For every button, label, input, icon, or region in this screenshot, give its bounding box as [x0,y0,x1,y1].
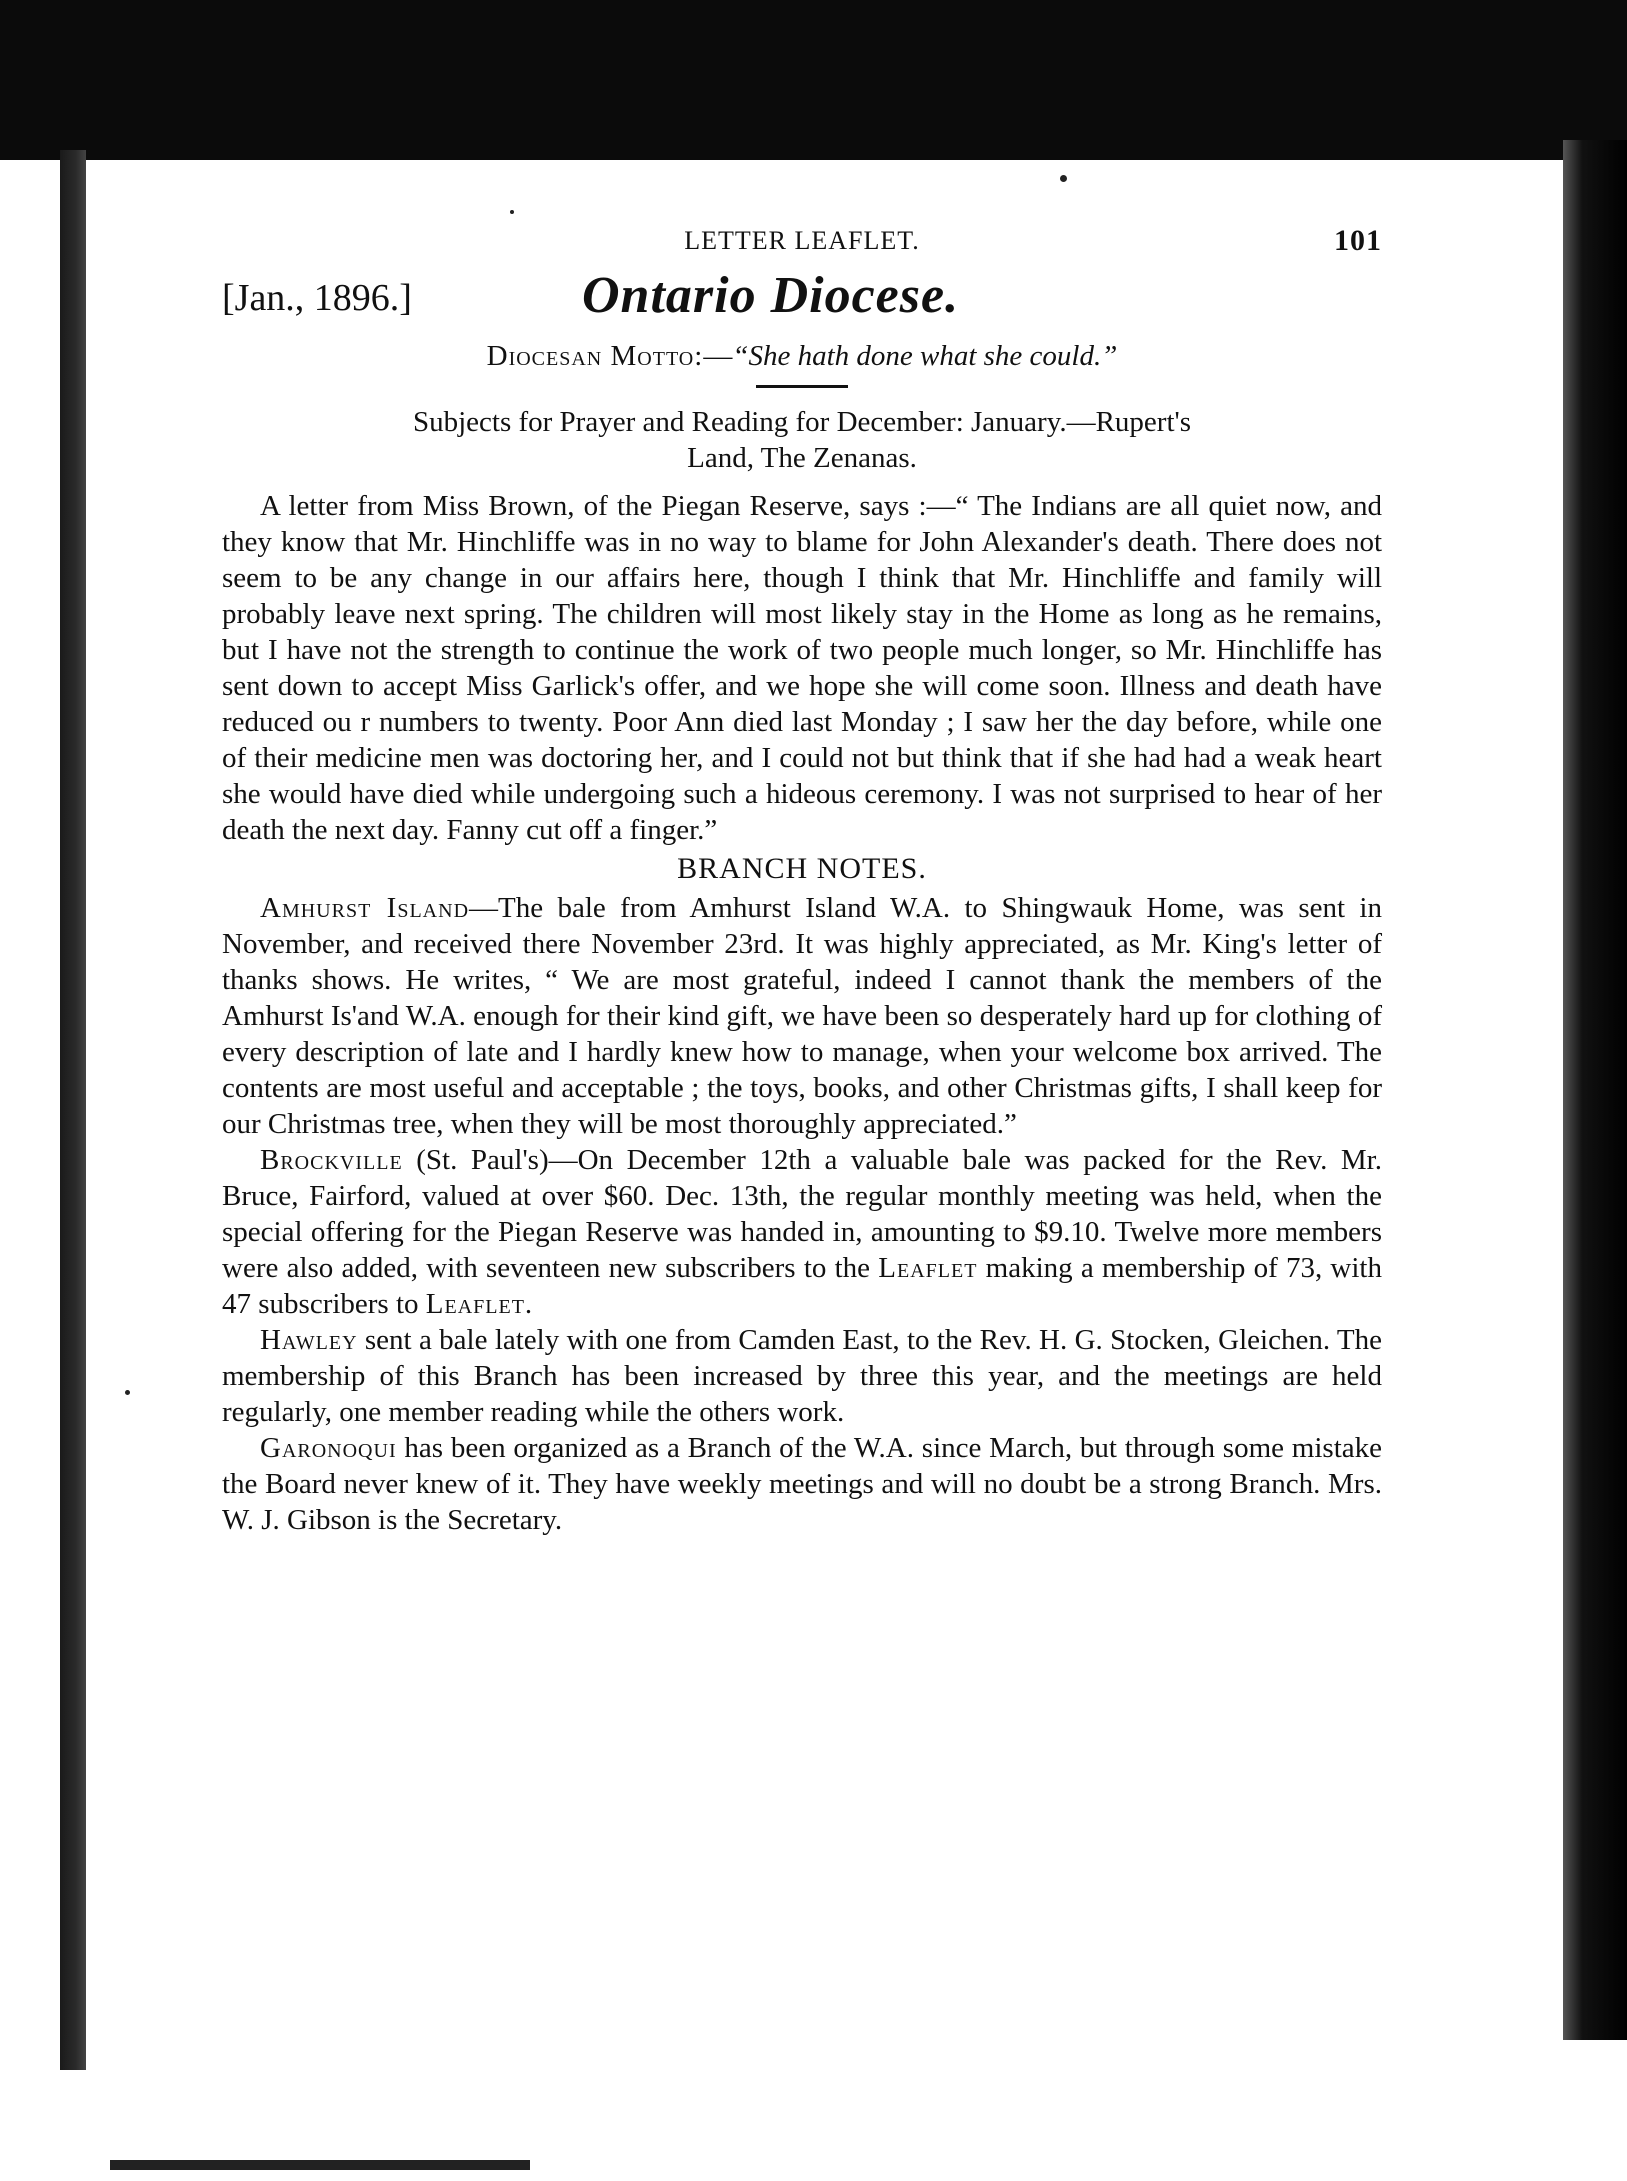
page-number: 101 [1334,224,1382,257]
branch-note-text: (St. Paul's)—On December 12th a valuable bale was packed for the Rev. Mr. Bruce, Fairford, valued at over $60. Dec. 13th, the regular monthly meeting was held, when the special offering for the Piegan Reserve was handed in, amounting to $9.10. Twelve more members were also added, with seventeen new subscribers to the [222,1144,1382,1284]
branch-note-text: has been organized as a Branch of the W.A. since March, but through some mistake the Board never knew of it. They have weekly meetings and will no doubt be a strong Branch. Mrs. W. J. Gibson is the Secretary. [222,1432,1382,1536]
running-head [222,220,1382,260]
branch-note-text: sent a bale lately with one from Camden East, to the Rev. H. G. Stocken, Gleichen. The membership of this Branch has been increased by three this year, and the meetings are held regularly, one member reading while the others work. [222,1324,1382,1428]
prayer-subjects-line1: Subjects for Prayer and Reading for December: January.—Rupert's [412,406,1192,438]
branch-note-amhurst [222,890,1382,1142]
motto-quote: “She hath done what she could.” [732,340,1118,372]
scan-top-border [0,0,1627,160]
branch-note-text: —The bale from Amhurst Island W.A. to Shingwauk Home, was sent in November, and received there November 23rd. It was highly appreciated, as Mr. King's letter of thanks shows. He writes, “ We are most grateful, indeed I cannot thank the members of the Amhurst Is'and W.A. enough for their kind gift, we have been so desperately hard up for clothing of every description of late and I hardly knew how to manage, when your welcome box arrived. The contents are most useful and acceptable ; the toys, books, and other Christmas gifts, I shall keep for our Christmas tree, when they will be most thoroughly appreciated.” [222,892,1382,1140]
running-head-title: LETTER LEAFLET. [684,226,920,255]
branch-note-text-cont: making a membership of 73, with 47 subscribers to [222,1252,1382,1320]
prayer-subjects-line2: Land, The Zenanas. [687,442,917,474]
branch-name: Hawley [260,1324,358,1356]
diocesan-motto [222,340,1382,373]
branch-name: Brockville [260,1144,403,1176]
prayer-subjects [222,404,1382,476]
motto-label: Diocesan Motto: [486,340,704,372]
motto-dash: — [703,340,733,372]
issue-date: [Jan., 1896.] [222,277,412,319]
leaflet-ref: Leaflet. [425,1288,534,1320]
heading-row [222,266,1382,336]
branch-name: Garonoqui [260,1432,397,1464]
document-page [222,220,1382,1538]
scan-speck [1060,175,1067,182]
letter-paragraph: A letter from Miss Brown, of the Piegan Reserve, says :—“ The Indians are all quiet now, and they know that Mr. Hinchliffe was in no way to blame for John Alexander's death. There does not seem to be any change in our affairs here, though I think that Mr. Hinchliffe and family will probably leave next spring. The children will most likely stay in the Home as long as he remains, but I have not the strength to continue the work of two people much longer, so Mr. Hinchliffe has sent down to accept Miss Garlick's offer, and we hope she will come soon. Illness and death have reduced ou r numbers to twenty. Poor Ann died last Monday ; I saw her the day before, while one of their medicine men was doctoring her, and I could not but think that if she had had a weak heart she would have died while undergoing such a hideous ceremony. I was not surprised to hear of her death the next day. Fanny cut off a finger.” [222,490,1382,846]
branch-name: Amhurst Island [260,892,470,924]
scan-right-edge [1563,140,1627,2040]
scan-bottom-rule [110,2160,530,2170]
scan-speck [510,210,514,214]
leaflet-ref: Leaflet [878,1252,978,1284]
branch-note-hawley [222,1322,1382,1430]
motto-divider [756,385,848,388]
branch-note-garonoqui [222,1430,1382,1538]
scan-speck [125,1390,130,1395]
diocese-title: Ontario Diocese. [582,267,960,324]
branch-notes-heading: BRANCH NOTES. [677,852,927,885]
branch-note-brockville [222,1142,1382,1322]
scan-left-edge [60,150,86,2070]
